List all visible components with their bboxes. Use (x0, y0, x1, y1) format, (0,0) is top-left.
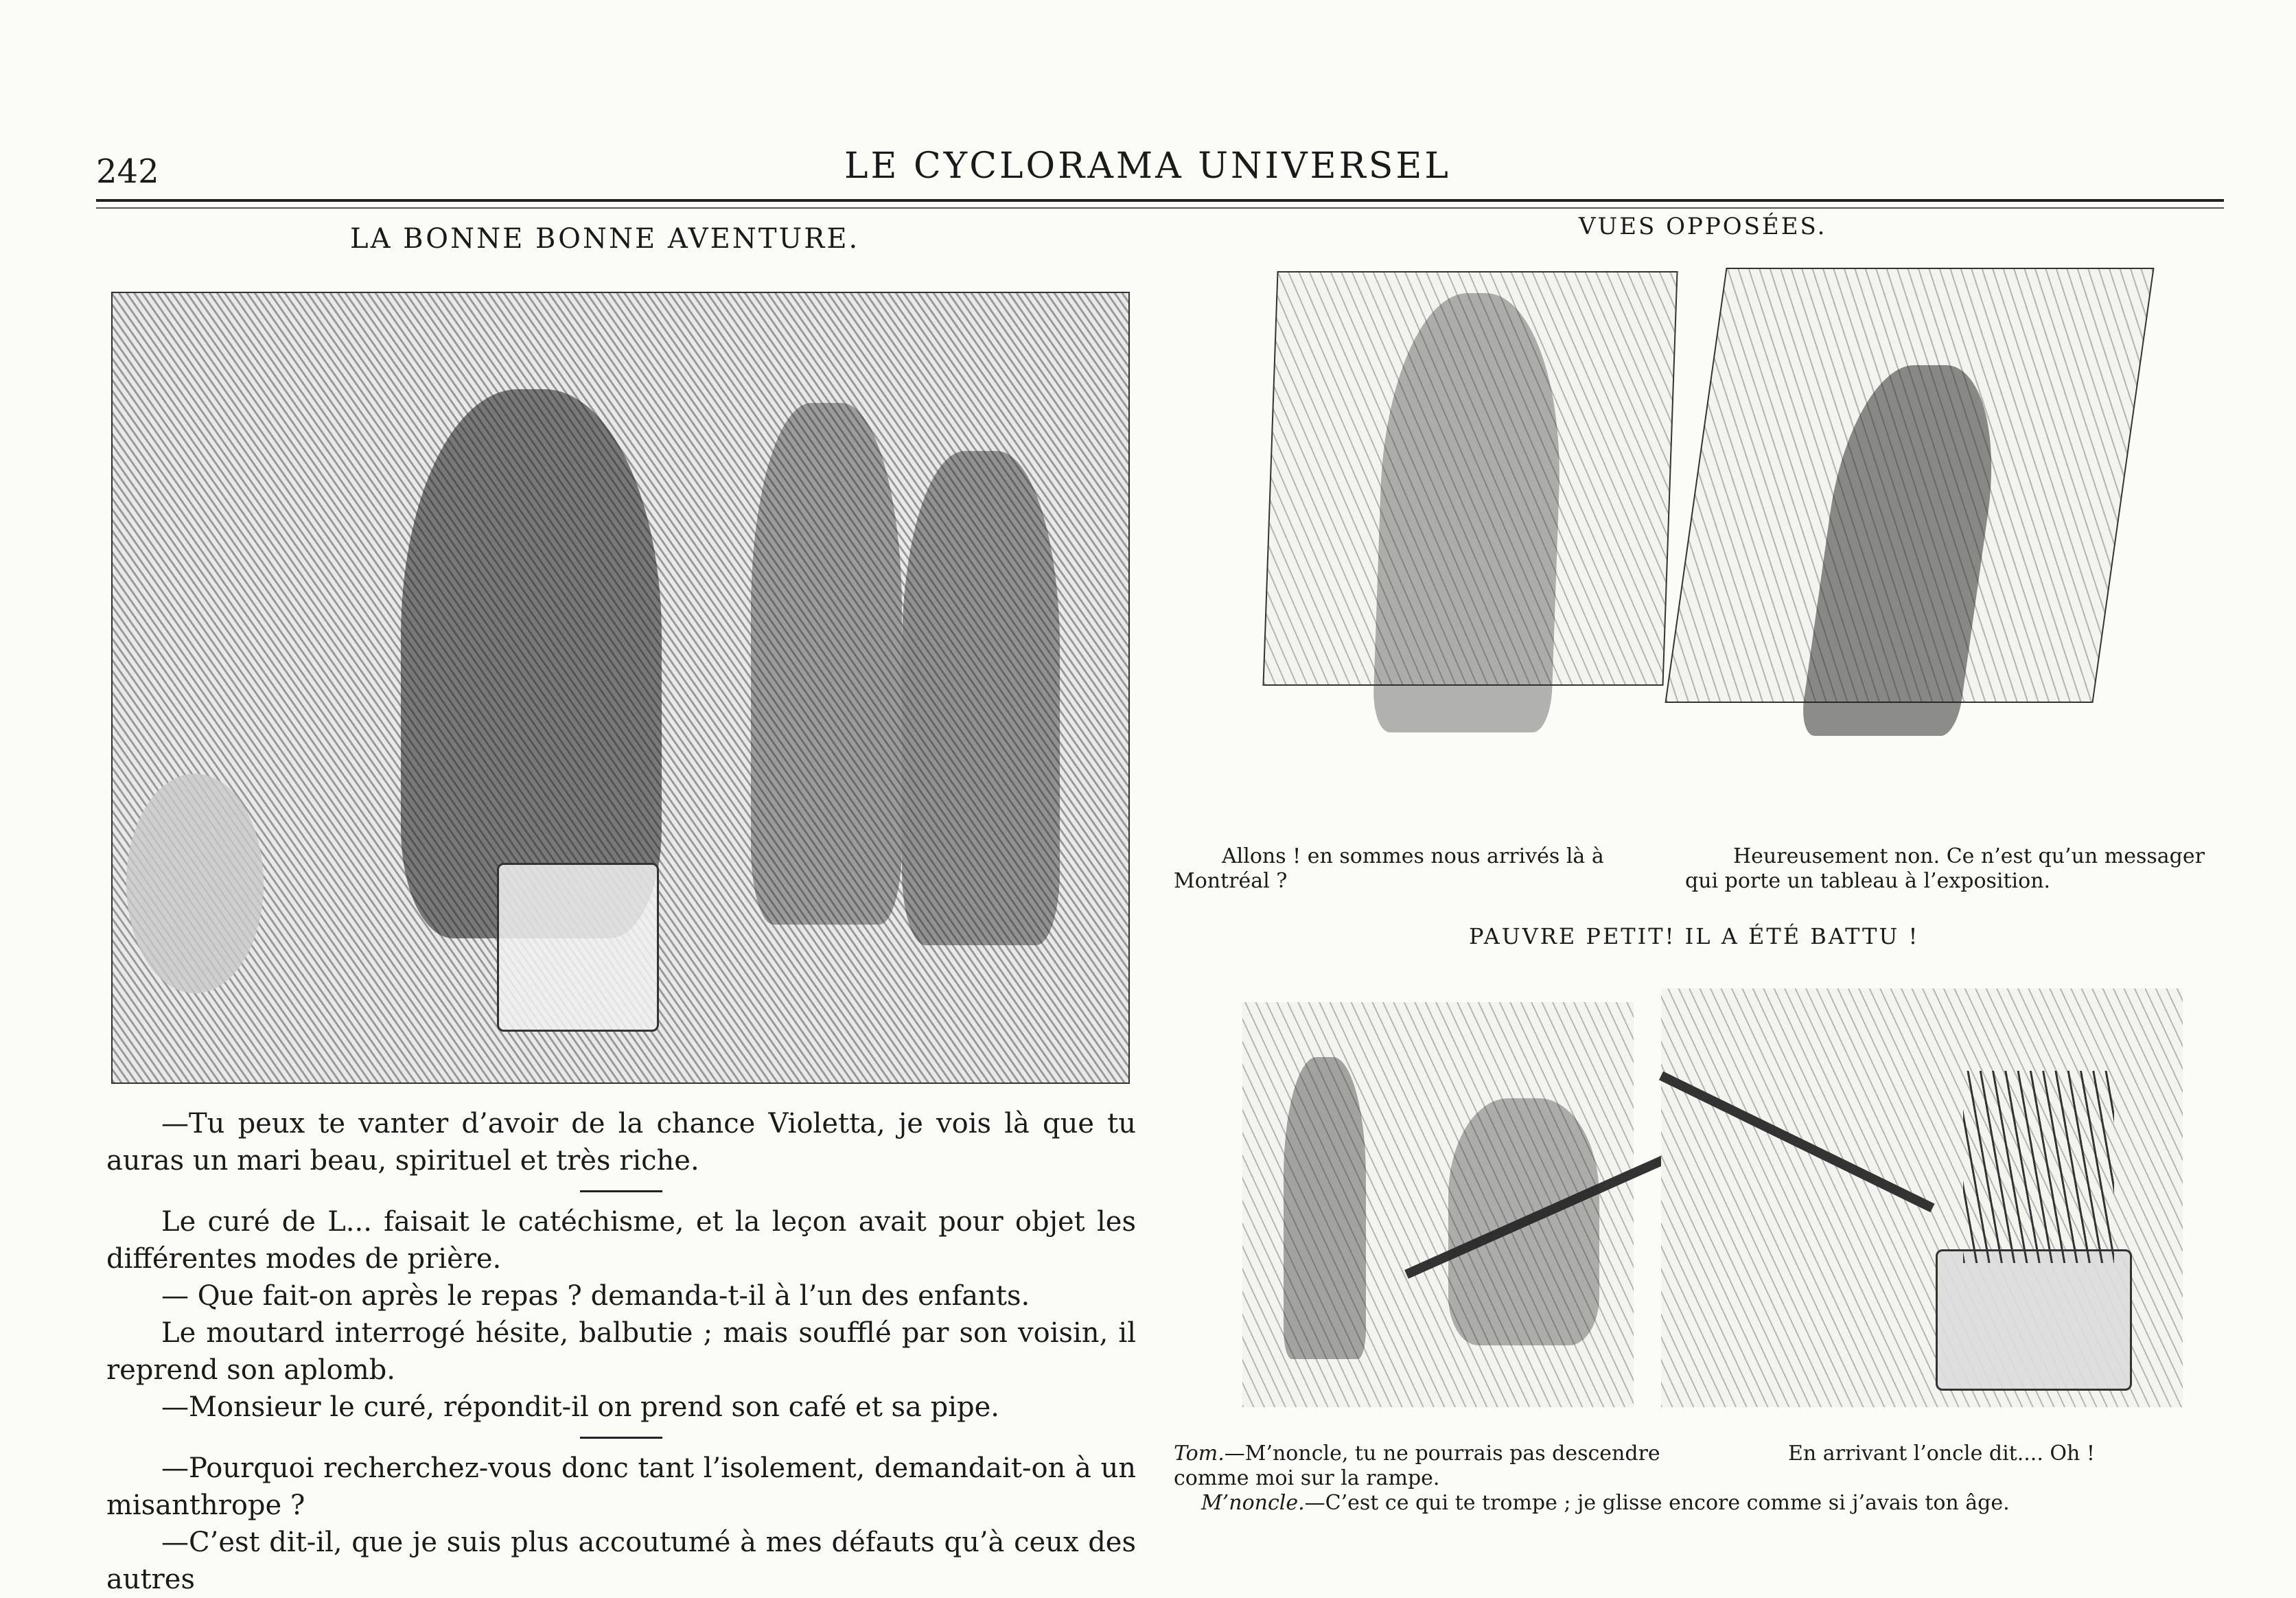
dog-figure (126, 774, 264, 993)
paragraph-answer: —Monsieur le curé, répondit-il on prend son café et sa pipe. (161, 1391, 999, 1423)
engraving-fortune-teller (111, 292, 1130, 1084)
sketch-woman (1262, 271, 1678, 686)
umbrella-stand (1936, 1249, 2132, 1391)
basket (497, 863, 659, 1032)
canes-bundle (1963, 1071, 2114, 1263)
left-heading: LA BONNE BONNE AVENTURE. (350, 223, 860, 255)
paragraph-question: — Que fait-on après le repas ? demanda-t-il à l’un des enfants. (161, 1280, 1030, 1312)
header-rule-thin (96, 207, 2224, 209)
header-rule (96, 199, 2224, 202)
caption-oncle: En arrivant l’oncle dit.... Oh ! (1788, 1441, 2095, 1466)
speaker-noncle: M’noncle. (1201, 1491, 1305, 1515)
paragraph-misanthrope-a: —C’est dit-il, que je suis plus accoutumé à mes défauts qu’à ceux des autres (106, 1527, 1136, 1595)
paragraph-cure-intro: Le curé de L... faisait le catéchisme, et la leçon avait pour objet les différentes modes de prière. (106, 1206, 1136, 1275)
running-title: LE CYCLORAMA UNIVERSEL (844, 146, 1451, 187)
sketch-banister-slide (1242, 1002, 1634, 1407)
caption-noncle-text: —C’est ce qui te trompe ; je glisse encore comme si j’avais ton âge. (1304, 1491, 2010, 1515)
child-figure-2 (902, 451, 1060, 945)
right-top-heading: VUES OPPOSÉES. (1579, 213, 1827, 240)
banister-rail-2 (1659, 1072, 1935, 1212)
fortune-teller-figure (401, 389, 662, 938)
caption-messenger: Heureusement non. Ce n’est qu’un messager qui porte un tableau à l’exposition. (1685, 844, 2205, 893)
paragraph-misanthrope-q: —Pourquoi recherchez-vous donc tant l’isolement, demandait-on à un misanthrope ? (106, 1452, 1136, 1521)
sketch-messenger (1665, 268, 2154, 703)
caption-noncle (1201, 1491, 2231, 1516)
uncle-figure (1448, 1098, 1599, 1345)
caption-tom-text: —M’noncle, tu ne pourrais pas descendre comme moi sur la rampe. (1174, 1441, 1660, 1490)
paragraph-fortune: —Tu peux te vanter d’avoir de la chance Violetta, je vois là que tu auras un mari beau, spirituel et très riche. (106, 1108, 1136, 1177)
right-bottom-heading: PAUVRE PETIT! IL A ÉTÉ BATTU ! (1469, 923, 1920, 949)
separator (580, 1437, 662, 1439)
messenger-figure (1799, 365, 2009, 736)
paragraph-moutard: Le moutard interrogé hésite, balbutie ; mais soufflé par son voisin, il reprend son aplomb. (106, 1317, 1136, 1386)
page-number: 242 (96, 152, 159, 191)
speaker-tom: Tom. (1174, 1441, 1225, 1466)
caption-woman: Allons ! en sommes nous arrivés là à Montréal ? (1174, 844, 1604, 893)
sketch-crash (1661, 988, 2183, 1407)
left-text-column (106, 1105, 1136, 1598)
child-figure-1 (751, 403, 902, 925)
tom-figure (1284, 1057, 1366, 1359)
separator (580, 1190, 662, 1192)
caption-tom (1174, 1441, 1709, 1491)
woman-figure (1372, 293, 1566, 732)
